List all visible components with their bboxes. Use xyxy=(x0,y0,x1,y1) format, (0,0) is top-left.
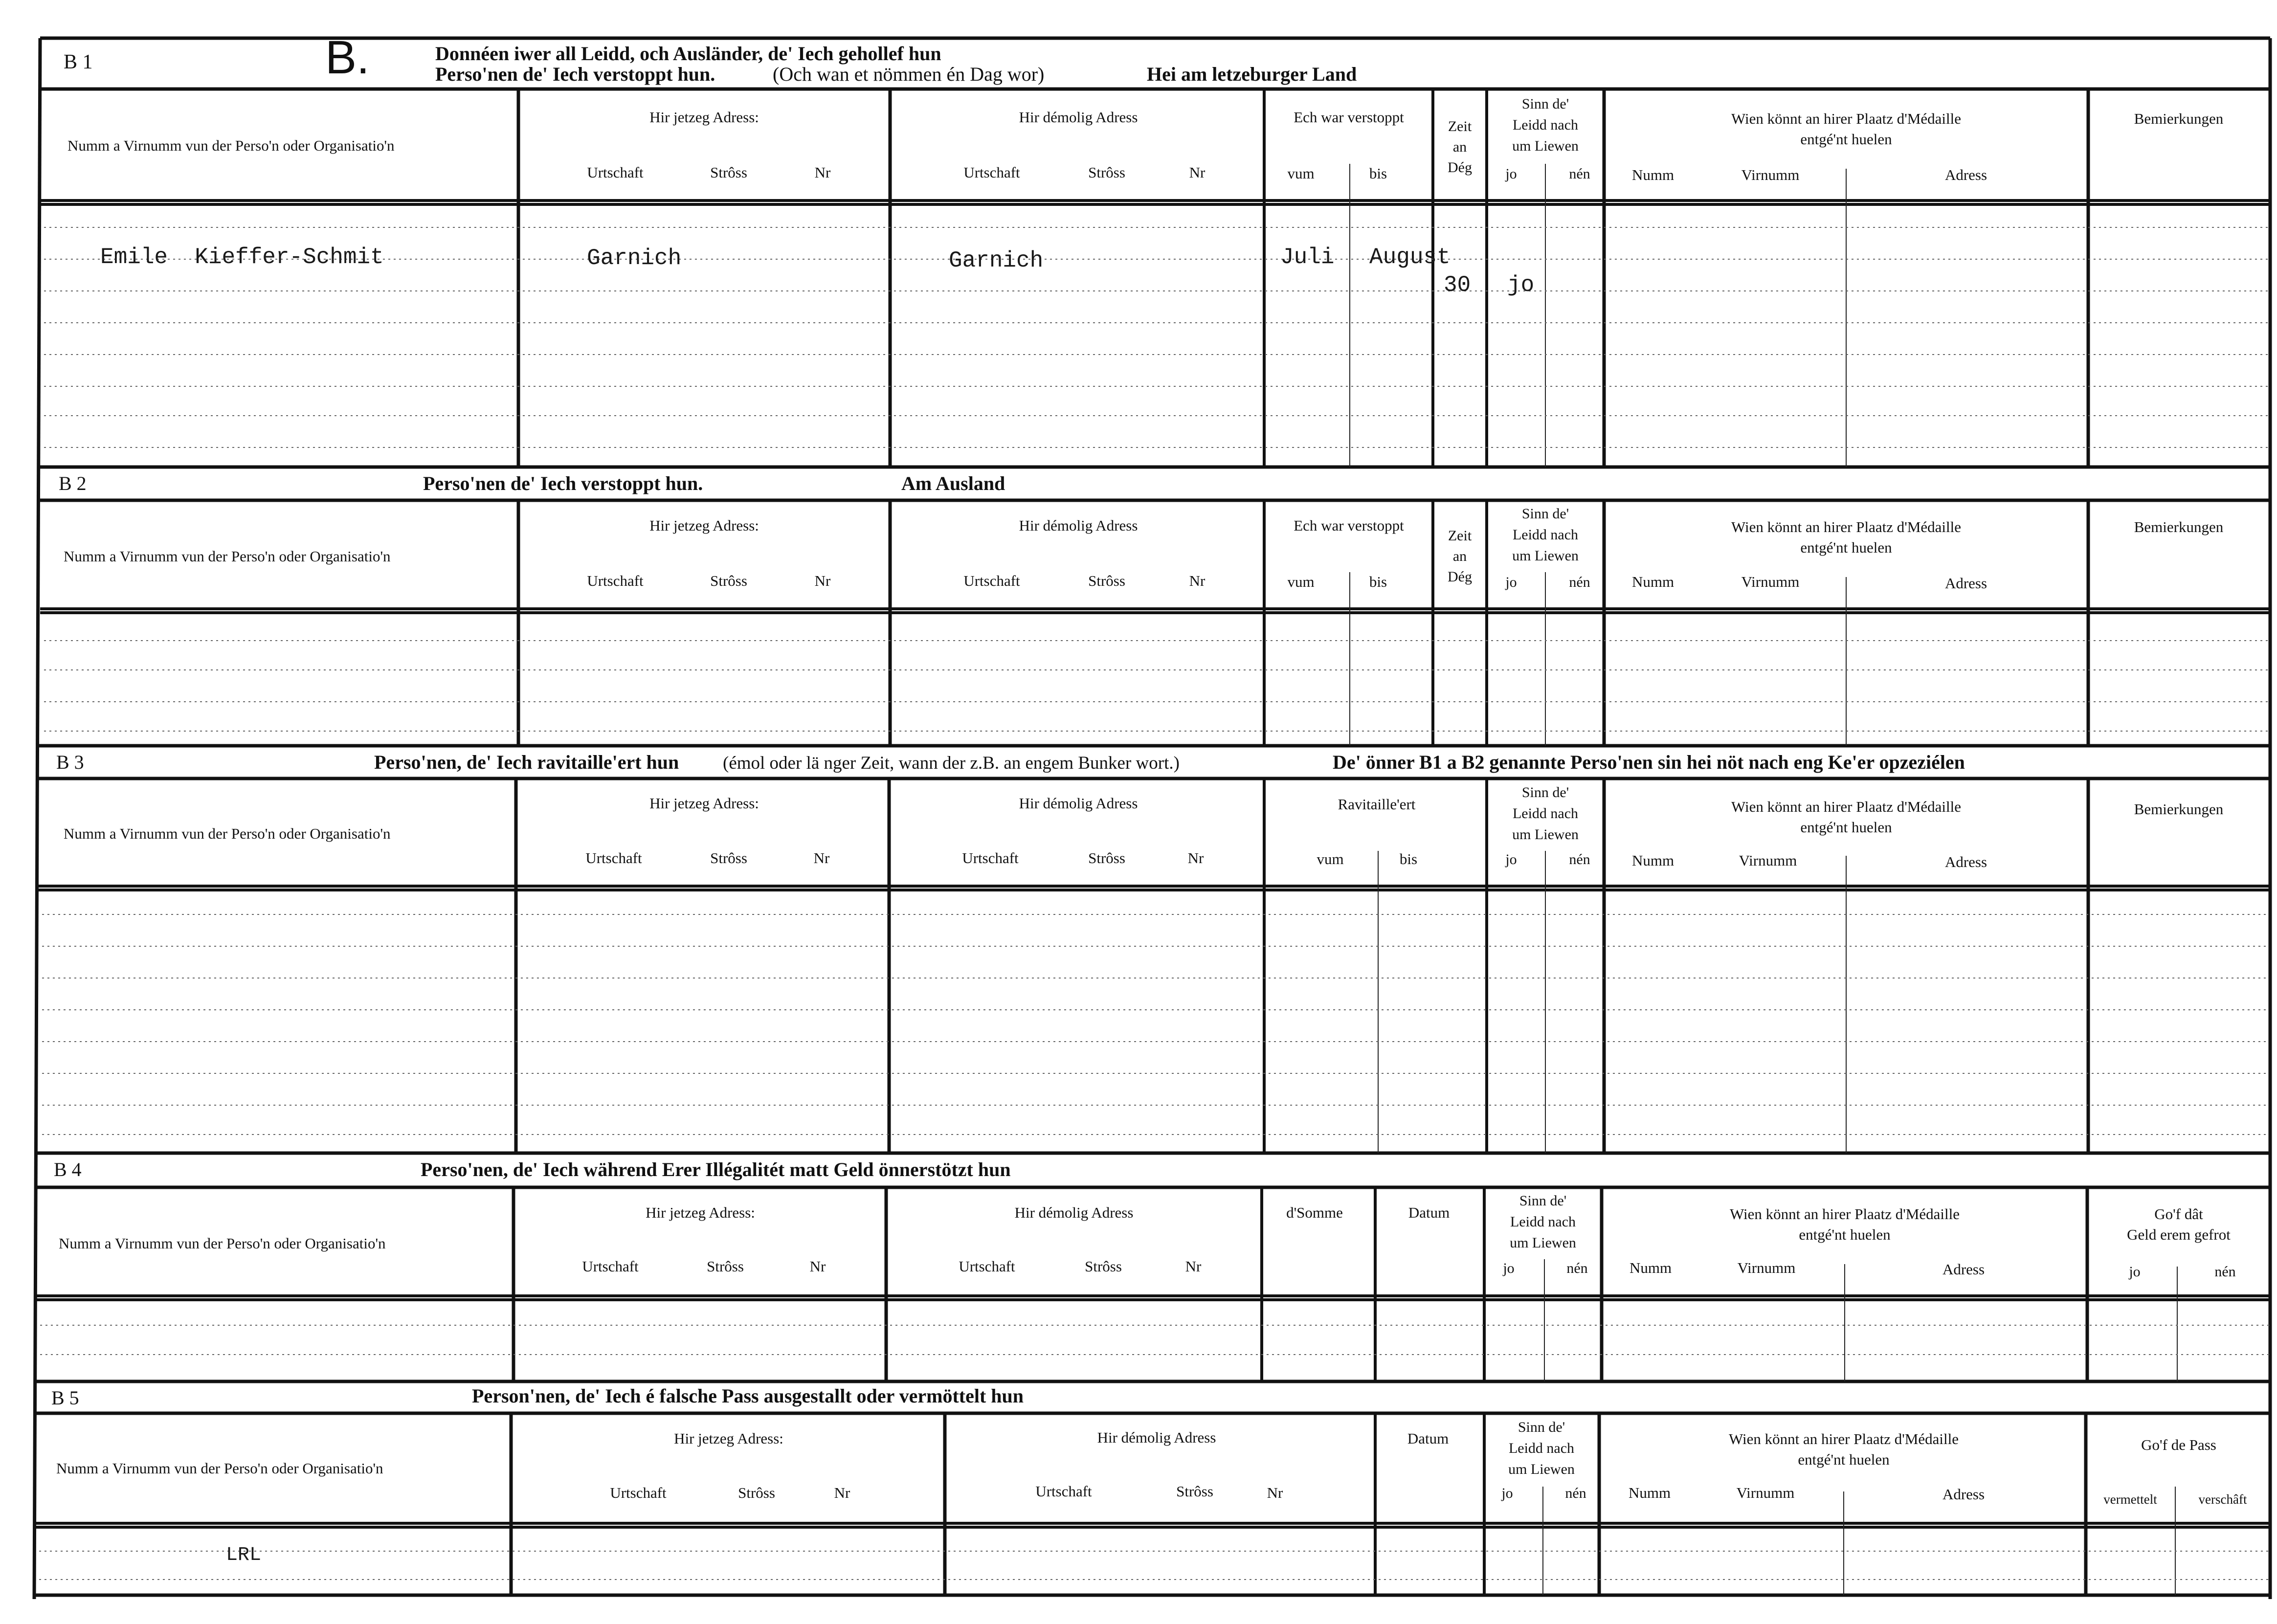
b1-header xyxy=(67,96,2224,183)
b2-yes-header: jo xyxy=(1505,574,1517,590)
b4-current-stross: Strôss xyxy=(707,1258,744,1275)
b5-header xyxy=(56,1419,2247,1507)
b2-alive-header-3: um Liewen xyxy=(1512,548,1579,564)
b3-title-b: (émol oder lä nger Zeit, wann der z.B. an engem Bunker wort.) xyxy=(723,753,1180,773)
b1-former-urtschaft: Urtschaft xyxy=(963,164,1020,181)
b1-former-stross: Strôss xyxy=(1088,164,1125,181)
b5-medal-virnumm: Virnumm xyxy=(1736,1484,1795,1501)
b3-to-header: bis xyxy=(1399,850,1418,868)
b3-medal-header-1: Wien könnt an hirer Plaatz d'Médaille xyxy=(1731,798,1962,815)
b2-no-header: nén xyxy=(1569,574,1590,590)
b1-section-id: B 1 xyxy=(64,51,93,73)
b3-medal-adress: Adress xyxy=(1944,853,1987,870)
b5-alive-header-3: um Liewen xyxy=(1508,1461,1575,1477)
b3-current-nr: Nr xyxy=(813,849,830,867)
b1-entry-former-place: Garnich xyxy=(949,248,1044,273)
b1-hidden-header: Ech war verstoppt xyxy=(1294,109,1404,126)
b4-refund-yes: jo xyxy=(2129,1264,2141,1280)
b1-entry-to: August xyxy=(1369,245,1451,270)
b2-medal-adress: Adress xyxy=(1944,575,1987,592)
b3-alive-header-3: um Liewen xyxy=(1512,826,1579,843)
b2-from-header: vum xyxy=(1287,573,1315,590)
b5-former-address-header: Hir démolig Adress xyxy=(1097,1429,1216,1446)
b3-current-urtschaft: Urtschaft xyxy=(585,849,642,867)
intro-line-2c: Hei am letzeburger Land xyxy=(1147,63,1357,85)
b3-medal-header-2: entgé'nt huelen xyxy=(1800,819,1892,836)
b3-alive-header-2: Leidd nach xyxy=(1512,805,1579,822)
b5-medal-header-1: Wien könnt an hirer Plaatz d'Médaille xyxy=(1728,1430,1959,1447)
b1-current-urtschaft: Urtschaft xyxy=(587,164,644,181)
b4-refund-header-2: Geld erem gefrot xyxy=(2127,1226,2231,1243)
intro-line-2a: Perso'nen de' Iech verstoppt hun. xyxy=(435,63,715,85)
b5-medal-header-2: entgé'nt huelen xyxy=(1798,1451,1890,1468)
b1-medal-header-2: entgé'nt huelen xyxy=(1800,131,1892,148)
b5-entry-name: LRL xyxy=(226,1544,262,1566)
b3-remarks-header: Bemierkungen xyxy=(2134,801,2224,818)
b1-medal-virnumm: Virnumm xyxy=(1741,166,1800,183)
b2-name-header: Numm a Virnumm vun der Perso'n oder Organisatio'n xyxy=(64,548,391,565)
b4-former-address-header: Hir démolig Adress xyxy=(1014,1204,1134,1221)
b1-medal-header-1: Wien könnt an hirer Plaatz d'Médaille xyxy=(1731,110,1962,127)
form-frame xyxy=(34,38,2270,1599)
b5-alive-header-2: Leidd nach xyxy=(1508,1440,1575,1456)
b2-current-urtschaft: Urtschaft xyxy=(587,572,644,589)
b1-entry-row xyxy=(100,245,1534,298)
b3-current-stross: Strôss xyxy=(710,849,747,867)
b1-current-nr: Nr xyxy=(814,164,831,181)
b2-days-header-2: an xyxy=(1452,548,1467,564)
b5-yes-header: jo xyxy=(1501,1485,1513,1501)
b2-remarks-header: Bemierkungen xyxy=(2134,518,2224,535)
b5-pass-header: Go'f de Pass xyxy=(2141,1436,2216,1453)
b3-from-header: vum xyxy=(1317,850,1344,868)
b2-header xyxy=(64,506,2224,592)
b3-former-nr: Nr xyxy=(1187,849,1204,867)
b1-former-address-header: Hir démolig Adress xyxy=(1019,109,1138,126)
b5-no-header: nén xyxy=(1565,1485,1586,1501)
b1-yes-header: jo xyxy=(1505,166,1517,182)
b1-current-stross: Strôss xyxy=(710,164,747,181)
b2-alive-header-1: Sinn de' xyxy=(1521,506,1569,522)
b5-pass-mediated: vermettelt xyxy=(2103,1492,2157,1507)
b4-medal-adress: Adress xyxy=(1942,1261,1985,1278)
b2-current-nr: Nr xyxy=(814,572,831,589)
b1-entry-from: Juli xyxy=(1280,245,1335,270)
b1-remarks-header: Bemierkungen xyxy=(2134,110,2224,127)
b4-current-address-header: Hir jetzeg Adress: xyxy=(646,1204,755,1221)
b2-former-address-header: Hir démolig Adress xyxy=(1019,517,1138,534)
b5-current-nr: Nr xyxy=(834,1484,850,1501)
b5-title: Person'nen, de' Iech é falsche Pass ausgestallt oder vermöttelt hun xyxy=(472,1385,1024,1407)
b5-medal-numm: Numm xyxy=(1628,1484,1671,1501)
b1-entry-alive: jo xyxy=(1507,272,1535,298)
b4-header xyxy=(59,1193,2236,1280)
b2-medal-virnumm: Virnumm xyxy=(1741,573,1800,590)
b5-former-nr: Nr xyxy=(1267,1484,1283,1501)
b3-section-id: B 3 xyxy=(56,751,84,773)
b3-current-address-header: Hir jetzeg Adress: xyxy=(649,795,759,812)
b5-name-header: Numm a Virnumm vun der Perso'n oder Organisatio'n xyxy=(56,1460,383,1477)
b1-no-header: nén xyxy=(1569,166,1590,182)
b4-alive-header-1: Sinn de' xyxy=(1519,1193,1567,1209)
b3-former-stross: Strôss xyxy=(1088,849,1125,867)
b5-current-urtschaft: Urtschaft xyxy=(610,1484,667,1501)
b4-no-header: nén xyxy=(1566,1260,1588,1276)
b4-alive-header-3: um Liewen xyxy=(1510,1235,1576,1251)
b4-current-nr: Nr xyxy=(809,1258,826,1275)
b1-medal-numm: Numm xyxy=(1631,166,1674,183)
b2-section-id: B 2 xyxy=(59,472,87,494)
b3-title-a: Perso'nen, de' Iech ravitaille'ert hun xyxy=(374,751,679,773)
b2-subtitle: Am Ausland xyxy=(901,472,1005,494)
b2-current-address-header: Hir jetzeg Adress: xyxy=(649,517,759,534)
b2-former-urtschaft: Urtschaft xyxy=(963,572,1020,589)
b2-days-header-1: Zeit xyxy=(1448,528,1472,544)
b4-medal-header-1: Wien könnt an hirer Plaatz d'Médaille xyxy=(1729,1205,1960,1223)
b4-title: Perso'nen, de' Iech während Erer Illégalitét matt Geld önnerstötzt hun xyxy=(421,1158,1011,1180)
b1-alive-header-2: Leidd nach xyxy=(1512,117,1579,133)
b3-former-address-header: Hir démolig Adress xyxy=(1019,795,1138,812)
b1-name-header: Numm a Virnumm vun der Perso'n oder Organisatio'n xyxy=(67,137,395,154)
b3-former-urtschaft: Urtschaft xyxy=(962,849,1019,867)
b2-title: Perso'nen de' Iech verstoppt hun. xyxy=(423,472,703,494)
b4-medal-numm: Numm xyxy=(1629,1259,1672,1276)
b4-name-header: Numm a Virnumm vun der Perso'n oder Organisatio'n xyxy=(59,1235,386,1252)
b1-medal-adress: Adress xyxy=(1944,166,1987,183)
b4-former-urtschaft: Urtschaft xyxy=(959,1258,1015,1275)
b4-former-stross: Strôss xyxy=(1085,1258,1122,1275)
b3-no-header: nén xyxy=(1569,851,1590,868)
b4-refund-no: nén xyxy=(2214,1264,2236,1280)
b1-days-header-1: Zeit xyxy=(1448,118,1472,134)
b2-current-stross: Strôss xyxy=(710,572,747,589)
b2-days-header-3: Dég xyxy=(1448,569,1472,585)
b4-date-header: Datum xyxy=(1408,1204,1450,1221)
b1-alive-header-3: um Liewen xyxy=(1512,138,1579,154)
b2-alive-header-2: Leidd nach xyxy=(1512,527,1579,543)
b5-date-header: Datum xyxy=(1407,1430,1449,1447)
b2-medal-header-2: entgé'nt huelen xyxy=(1800,539,1892,556)
b5-current-address-header: Hir jetzeg Adress: xyxy=(674,1430,783,1447)
b5-pass-procured: verschâft xyxy=(2198,1492,2247,1507)
b2-table xyxy=(40,500,2270,746)
b2-medal-numm: Numm xyxy=(1631,573,1674,590)
b4-medal-header-2: entgé'nt huelen xyxy=(1799,1226,1891,1243)
b1-former-nr: Nr xyxy=(1189,164,1205,181)
b1-days-header-2: an xyxy=(1452,139,1467,155)
b5-current-stross: Strôss xyxy=(738,1484,775,1501)
b3-supplied-header: Ravitaille'ert xyxy=(1338,796,1416,813)
b5-former-urtschaft: Urtschaft xyxy=(1035,1483,1092,1500)
b4-former-nr: Nr xyxy=(1185,1258,1202,1275)
intro-line-2b: (Och wan et nömmen én Dag wor) xyxy=(773,63,1045,85)
b3-title-c: De' önner B1 a B2 genannte Perso'nen sin hei nöt nach eng Ke'er opzeziélen xyxy=(1333,751,1965,773)
b2-to-header: bis xyxy=(1369,573,1387,590)
b2-medal-header-1: Wien könnt an hirer Plaatz d'Médaille xyxy=(1731,518,1962,535)
b3-medal-numm: Numm xyxy=(1631,852,1674,869)
b5-former-stross: Strôss xyxy=(1176,1483,1213,1500)
b2-former-nr: Nr xyxy=(1189,572,1205,589)
b3-name-header: Numm a Virnumm vun der Perso'n oder Organisatio'n xyxy=(64,825,391,842)
b1-current-address-header: Hir jetzeg Adress: xyxy=(649,109,759,126)
b4-yes-header: jo xyxy=(1503,1260,1515,1276)
b1-entry-name: Emile Kieffer-Schmit xyxy=(100,245,384,270)
b1-to-header: bis xyxy=(1369,165,1387,182)
b1-from-header: vum xyxy=(1287,165,1315,182)
b2-former-stross: Strôss xyxy=(1088,572,1125,589)
b5-section-id: B 5 xyxy=(51,1387,79,1409)
b4-current-urtschaft: Urtschaft xyxy=(582,1258,639,1275)
b3-yes-header: jo xyxy=(1505,851,1517,868)
b3-header xyxy=(64,784,2224,870)
b1-alive-header-1: Sinn de' xyxy=(1521,96,1569,112)
b4-medal-virnumm: Virnumm xyxy=(1737,1259,1796,1276)
b3-alive-header-1: Sinn de' xyxy=(1521,784,1569,801)
b4-alive-header-2: Leidd nach xyxy=(1510,1214,1576,1230)
b4-sum-header: d'Somme xyxy=(1286,1204,1343,1221)
b5-medal-adress: Adress xyxy=(1942,1486,1985,1503)
b5-alive-header-1: Sinn de' xyxy=(1518,1419,1565,1435)
b1-entry-days: 30 xyxy=(1444,272,1471,298)
intro-line-1: Donnéen iwer all Leidd, och Ausländer, de' Iech gehollef hun xyxy=(435,43,941,65)
b2-hidden-header: Ech war verstoppt xyxy=(1294,517,1404,534)
b3-medal-virnumm: Virnumm xyxy=(1739,852,1797,869)
b1-entry-current-place: Garnich xyxy=(587,245,682,271)
b1-days-header-3: Dég xyxy=(1448,159,1472,176)
section-letter: B. xyxy=(325,31,370,84)
b4-section-id: B 4 xyxy=(54,1158,82,1180)
b4-refund-header-1: Go'f dât xyxy=(2154,1205,2203,1223)
